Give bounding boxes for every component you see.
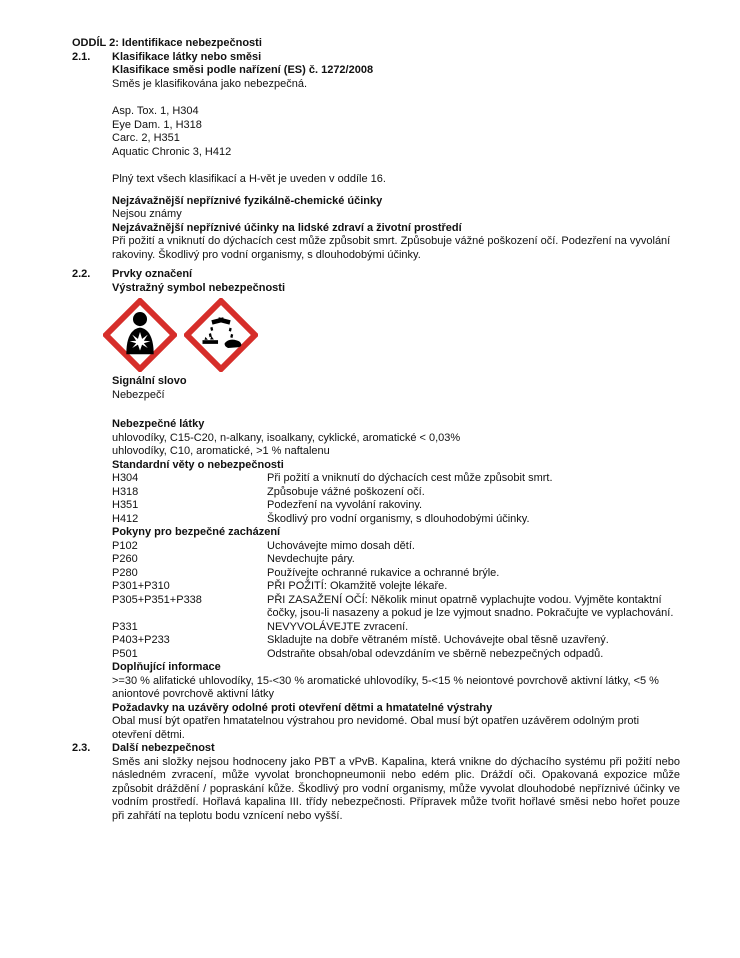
dangerous-substance-line: uhlovodíky, C15-C20, n-alkany, isoalkany, cyklické, aromatické < 0,03%	[112, 431, 461, 444]
physchem-effects-text: Nejsou známy	[112, 208, 182, 220]
supplementary-info-heading: Doplňující informace	[112, 661, 221, 673]
ghs-pictogram-row	[103, 298, 680, 372]
health-env-effects-heading: Nejzávažnější nepříznivé účinky na lidské zdraví a životní prostředí	[112, 221, 462, 234]
child-resistant-closures-heading: Požadavky na uzávěry odolné proti otevření dětmi a hmatatelné výstrahy	[112, 701, 493, 714]
hazard-code: H351	[112, 499, 139, 511]
signal-word: Nebezpečí	[112, 388, 165, 401]
precautionary-text: Používejte ochranné rukavice a ochranné brýle.	[267, 566, 500, 579]
hazard-statement-row	[112, 499, 680, 513]
precautionary-text: PŘI POŽITÍ: Okamžitě volejte lékaře.	[267, 580, 448, 592]
precautionary-statements-heading: Pokyny pro bezpečné zacházení	[112, 526, 281, 538]
precautionary-statement-row	[112, 621, 680, 635]
precautionary-statement-row	[112, 540, 680, 554]
section-2-2-body	[112, 282, 680, 743]
hazard-statement-row	[112, 472, 680, 486]
dangerous-substances-heading: Nebezpečné látky	[112, 418, 205, 430]
precautionary-code: P305+P351+P338	[112, 593, 202, 606]
hazard-text: Podezření na vyvolání rakoviny.	[267, 499, 423, 511]
classification-list	[112, 105, 680, 159]
section-2-2-header	[72, 268, 680, 282]
health-env-effects-text: Při požití a vniknutí do dýchacích cest může způsobit smrt. Způsobuje vážné poškození očí. Podezření na vyvolání rakoviny. Škodlivý pro vodní organismy, s dlouhodobými účinky.	[112, 235, 671, 261]
precautionary-code: P280	[112, 566, 138, 579]
other-hazards-text: Směs ani složky nejsou hodnoceny jako PBT a vPvB. Kapalina, která vnikne do dýchacího systému při požití nebo následném zvracení, může vyvolat bronchopneumonii nebo edém plic. Dráždí oči. Opakovaná expozice může způsobit dráždění / popraskání kůže. Škodlivý pro vodní organismy, může vyvolat dlouhodobé nepříznivé účinky ve vodním prostředí. Hořlavá kapalina III. třídy nebezpečnosti. Přípravek může tvořit hořlavé směsi nebo hořet pouze při zahřátí na teplotu bodu vznícení nebo vyšší.	[112, 755, 680, 822]
precautionary-text: PŘI ZASAŽENÍ OČÍ: Několik minut opatrně vyplachujte vodou. Vyjměte kontaktní čočky, jsou-li nasazeny a pokud je lze vyjmout snadno. Pokračujte ve vyplachování.	[267, 593, 674, 619]
precautionary-text: Skladujte na dobře větraném místě. Uchovávejte obal těsně uzavřený.	[267, 634, 609, 646]
precautionary-text: Uchovávejte mimo dosah dětí.	[267, 539, 415, 552]
precautionary-code: P501	[112, 647, 138, 660]
section-2-3-number: 2.3.	[72, 742, 91, 754]
section-2-3	[72, 742, 680, 823]
precautionary-code: P301+P310	[112, 580, 170, 592]
ghs08-health-hazard-pictogram	[103, 298, 177, 372]
section-2-1-number: 2.1.	[72, 50, 91, 63]
classification-line: Eye Dam. 1, H318	[112, 118, 202, 131]
section-2-1-title: Klasifikace látky nebo směsi	[112, 50, 262, 63]
precautionary-statement-row	[112, 553, 680, 567]
section-2-1-body	[112, 64, 680, 262]
precautionary-code: P331	[112, 620, 138, 633]
section-2-heading: ODDÍL 2: Identifikace nebezpečnosti	[72, 37, 262, 49]
classification-regulation-heading: Klasifikace směsi podle nařízení (ES) č. 1272/2008	[112, 64, 374, 76]
section-2-3-body	[112, 756, 680, 824]
hazard-text: Způsobuje vážné poškození očí.	[267, 485, 425, 498]
section-2-3-header	[72, 742, 680, 756]
section-2-2-number: 2.2.	[72, 268, 91, 280]
precautionary-statement-row	[112, 634, 680, 648]
precautionary-text: NEVYVOLÁVEJTE zvracení.	[267, 620, 409, 633]
section-2-2	[72, 268, 680, 742]
section-2-2-title: Prvky označení	[112, 268, 193, 280]
section-2-3-title: Další nebezpečnost	[112, 742, 215, 754]
precautionary-statement-row	[112, 567, 680, 581]
ghs05-corrosion-pictogram	[184, 298, 258, 372]
supplementary-info-text: >=30 % alifatické uhlovodíky, 15-<30 % aromatické uhlovodíky, 5-<15 % neiontové povrchově aktivní látky, <5 % aniontové povrchově aktivní látky	[112, 674, 659, 700]
classification-line: Asp. Tox. 1, H304	[112, 105, 199, 117]
pictogram-heading: Výstražný symbol nebezpečnosti	[112, 281, 285, 294]
signal-word-heading: Signální slovo	[112, 375, 187, 387]
classification-intro: Směs je klasifikována jako nebezpečná.	[112, 77, 308, 90]
hazard-statement-row	[112, 486, 680, 500]
hazard-statement-row	[112, 513, 680, 527]
section-2-1-header	[72, 51, 680, 65]
hazard-statements-heading: Standardní věty o nebezpečnosti	[112, 458, 284, 471]
dangerous-substance-line: uhlovodíky, C10, aromatické, >1 % naftalenu	[112, 445, 330, 457]
precautionary-code: P403+P233	[112, 634, 170, 646]
child-resistant-closures-text: Obal musí být opatřen hmatatelnou výstrahou pro nevidomé. Obal musí být opatřen uzávěrem odolným proti otevření dětmi.	[112, 715, 640, 741]
hazard-text: Škodlivý pro vodní organismy, s dlouhodobými účinky.	[267, 512, 530, 525]
precautionary-text: Odstraňte obsah/obal odevzdáním ve sběrně nebezpečných odpadů.	[267, 647, 604, 660]
precautionary-code: P260	[112, 553, 138, 565]
precautionary-statement-row	[112, 580, 680, 594]
hazard-code: H412	[112, 512, 139, 525]
hazard-code: H304	[112, 472, 139, 484]
classification-line: Aquatic Chronic 3, H412	[112, 145, 232, 158]
precautionary-code: P102	[112, 539, 138, 552]
section-2-1	[72, 51, 680, 263]
physchem-effects-heading: Nejzávažnější nepříznivé fyzikálně-chemické účinky	[112, 194, 383, 207]
precautionary-statement-row	[112, 648, 680, 662]
hazard-text: Při požití a vniknutí do dýchacích cest může způsobit smrt.	[267, 472, 553, 484]
fulltext-note: Plný text všech klasifikací a H-vět je uveden v oddíle 16.	[112, 173, 386, 185]
precautionary-statement-row	[112, 594, 680, 621]
precautionary-text: Nevdechujte páry.	[267, 553, 355, 565]
classification-line: Carc. 2, H351	[112, 132, 180, 144]
hazard-code: H318	[112, 485, 139, 498]
